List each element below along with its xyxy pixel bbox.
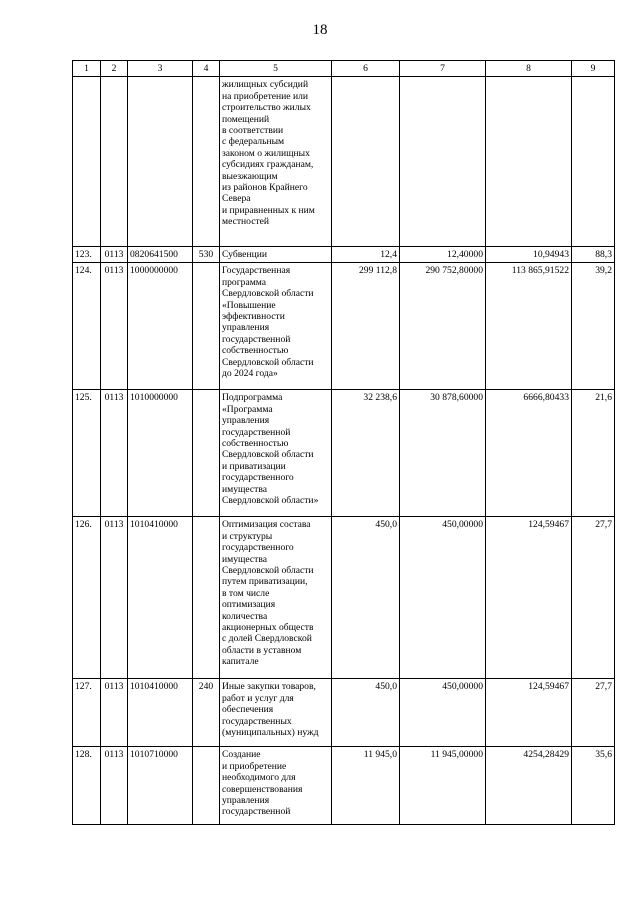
description-line: управления [222, 795, 270, 807]
executed-value-cell: 113 865,91522 [486, 263, 572, 390]
description-line: до 2024 года» [222, 368, 278, 380]
description-line: (муниципальных) нужд [222, 727, 319, 739]
table-row [73, 390, 615, 517]
expense-kind-cell [193, 77, 220, 247]
row-number-cell: 125. [73, 390, 101, 517]
percent-cell: 35,6 [572, 747, 615, 825]
expense-kind-cell [193, 517, 220, 679]
expense-kind-cell [193, 263, 220, 390]
target-code-cell: 1010000000 [128, 390, 193, 517]
description-cell [220, 517, 332, 679]
col-header-2: 2 [101, 61, 128, 77]
description-line: Свердловской области [222, 449, 314, 461]
description-line: выезжающим [222, 170, 278, 182]
percent-cell: 88,3 [572, 247, 615, 263]
percent-cell [572, 77, 615, 247]
description-line: акционерных обществ [222, 622, 314, 634]
section-code-cell: 0113 [101, 390, 128, 517]
col-header-7: 7 [400, 61, 486, 77]
description-line: и структуры [222, 530, 273, 542]
target-code-cell: 1010710000 [128, 747, 193, 825]
executed-value-cell: 10,94943 [486, 247, 572, 263]
col-header-5: 5 [220, 61, 332, 77]
row-number-cell: 127. [73, 679, 101, 747]
target-code-cell: 0820641500 [128, 247, 193, 263]
description-line: жилищных субсидий [222, 79, 309, 91]
description-line: области в уставном [222, 644, 302, 656]
description-line: на приобретение или [222, 90, 309, 102]
expense-kind-cell: 530 [193, 247, 220, 263]
planned-value-cell: 11 945,0 [332, 747, 400, 825]
percent-cell: 39,2 [572, 263, 615, 390]
description-line: совершенствования [222, 783, 303, 795]
section-code-cell: 0113 [101, 517, 128, 679]
section-code-cell: 0113 [101, 247, 128, 263]
description-line: и приватизации [222, 460, 286, 472]
adjusted-value-cell: 11 945,00000 [400, 747, 486, 825]
section-code-cell: 0113 [101, 747, 128, 825]
description-line: государственного [222, 472, 294, 484]
description-line: имущества [222, 483, 267, 495]
target-code-cell [128, 77, 193, 247]
description-line: государственной [222, 426, 291, 438]
description-line: Оптимизация состава [222, 519, 311, 531]
description-line: «Повышение [222, 299, 276, 311]
description-line: с долей Свердловской [222, 633, 312, 645]
description-line: собственностью [222, 438, 289, 450]
table-header-row [73, 61, 615, 77]
description-line: субсидиях гражданам, [222, 159, 314, 171]
planned-value-cell: 299 112,8 [332, 263, 400, 390]
section-code-cell: 0113 [101, 679, 128, 747]
col-header-6: 6 [332, 61, 400, 77]
description-line: эффективности [222, 311, 285, 323]
description-line: оптимизация [222, 599, 276, 611]
description-line: и приобретение [222, 760, 287, 772]
description-line: программа [222, 276, 267, 288]
description-line: управления [222, 322, 270, 334]
description-line: Подпрограмма [222, 392, 283, 404]
description-line: необходимого для [222, 772, 296, 784]
planned-value-cell: 12,4 [332, 247, 400, 263]
expense-kind-cell [193, 747, 220, 825]
planned-value-cell: 450,0 [332, 679, 400, 747]
description-line: Государственная [222, 265, 291, 277]
description-line: помещений [222, 113, 270, 125]
adjusted-value-cell: 12,40000 [400, 247, 486, 263]
table-row [73, 77, 615, 247]
expense-kind-cell: 240 [193, 679, 220, 747]
description-line: в соответствии [222, 125, 284, 137]
description-line: строительство жилых [222, 102, 311, 114]
description-cell [220, 390, 332, 517]
description-line: и приравненных к ним [222, 204, 315, 216]
target-code-cell: 1010410000 [128, 679, 193, 747]
planned-value-cell [332, 77, 400, 247]
planned-value-cell: 32 238,6 [332, 390, 400, 517]
description-cell [220, 263, 332, 390]
row-number-cell [73, 77, 101, 247]
description-line: Иные закупки товаров, [222, 681, 316, 693]
row-number-cell: 128. [73, 747, 101, 825]
description-line: Свердловской области [222, 565, 314, 577]
planned-value-cell: 450,0 [332, 517, 400, 679]
table-row [73, 747, 615, 825]
description-line: путем приватизации, [222, 576, 308, 588]
description-line: государственной [222, 333, 291, 345]
budget-table [72, 60, 615, 825]
adjusted-value-cell: 30 878,60000 [400, 390, 486, 517]
description-line: имущества [222, 553, 267, 565]
description-line: Севера [222, 193, 251, 205]
description-cell [220, 247, 332, 263]
adjusted-value-cell: 450,00000 [400, 679, 486, 747]
percent-cell: 21,6 [572, 390, 615, 517]
description-line: Создание [222, 749, 261, 761]
table-row [73, 679, 615, 747]
executed-value-cell: 124,59467 [486, 517, 572, 679]
table-row [73, 517, 615, 679]
description-line: Свердловской области» [222, 495, 319, 507]
executed-value-cell: 124,59467 [486, 679, 572, 747]
section-code-cell: 0113 [101, 263, 128, 390]
executed-value-cell: 6666,80433 [486, 390, 572, 517]
percent-cell: 27,7 [572, 517, 615, 679]
adjusted-value-cell: 450,00000 [400, 517, 486, 679]
row-number-cell: 126. [73, 517, 101, 679]
row-number-cell: 124. [73, 263, 101, 390]
description-line: Свердловской области [222, 288, 314, 300]
row-number-cell: 123. [73, 247, 101, 263]
description-line: местностей [222, 216, 270, 228]
col-header-8: 8 [486, 61, 572, 77]
target-code-cell: 1000000000 [128, 263, 193, 390]
target-code-cell: 1010410000 [128, 517, 193, 679]
description-line: «Программа [222, 403, 273, 415]
page-number: 18 [312, 22, 328, 38]
description-line: государственного [222, 542, 294, 554]
description-line: собственностью [222, 345, 289, 357]
executed-value-cell: 4254,28429 [486, 747, 572, 825]
description-line: управления [222, 415, 270, 427]
description-line: государственных [222, 715, 292, 727]
table-body [73, 77, 615, 825]
description-line: Свердловской области [222, 356, 314, 368]
table-row [73, 247, 615, 263]
description-line: работ и услуг для [222, 692, 294, 704]
col-header-1: 1 [73, 61, 101, 77]
adjusted-value-cell: 290 752,80000 [400, 263, 486, 390]
description-line: в том числе [222, 587, 270, 599]
description-cell [220, 679, 332, 747]
col-header-3: 3 [128, 61, 193, 77]
description-line: Субвенции [222, 249, 267, 261]
col-header-4: 4 [193, 61, 220, 77]
description-line: с федеральным [222, 136, 285, 148]
col-header-9: 9 [572, 61, 615, 77]
adjusted-value-cell [400, 77, 486, 247]
description-line: из районов Крайнего [222, 182, 308, 194]
description-line: законом о жилищных [222, 147, 310, 159]
description-line: обеспечения [222, 704, 274, 716]
section-code-cell [101, 77, 128, 247]
description-line: государственной [222, 806, 291, 818]
executed-value-cell [486, 77, 572, 247]
percent-cell: 27,7 [572, 679, 615, 747]
description-line: количества [222, 610, 268, 622]
table-row [73, 263, 615, 390]
description-cell [220, 77, 332, 247]
expense-kind-cell [193, 390, 220, 517]
description-line: капитале [222, 656, 259, 668]
description-cell [220, 747, 332, 825]
